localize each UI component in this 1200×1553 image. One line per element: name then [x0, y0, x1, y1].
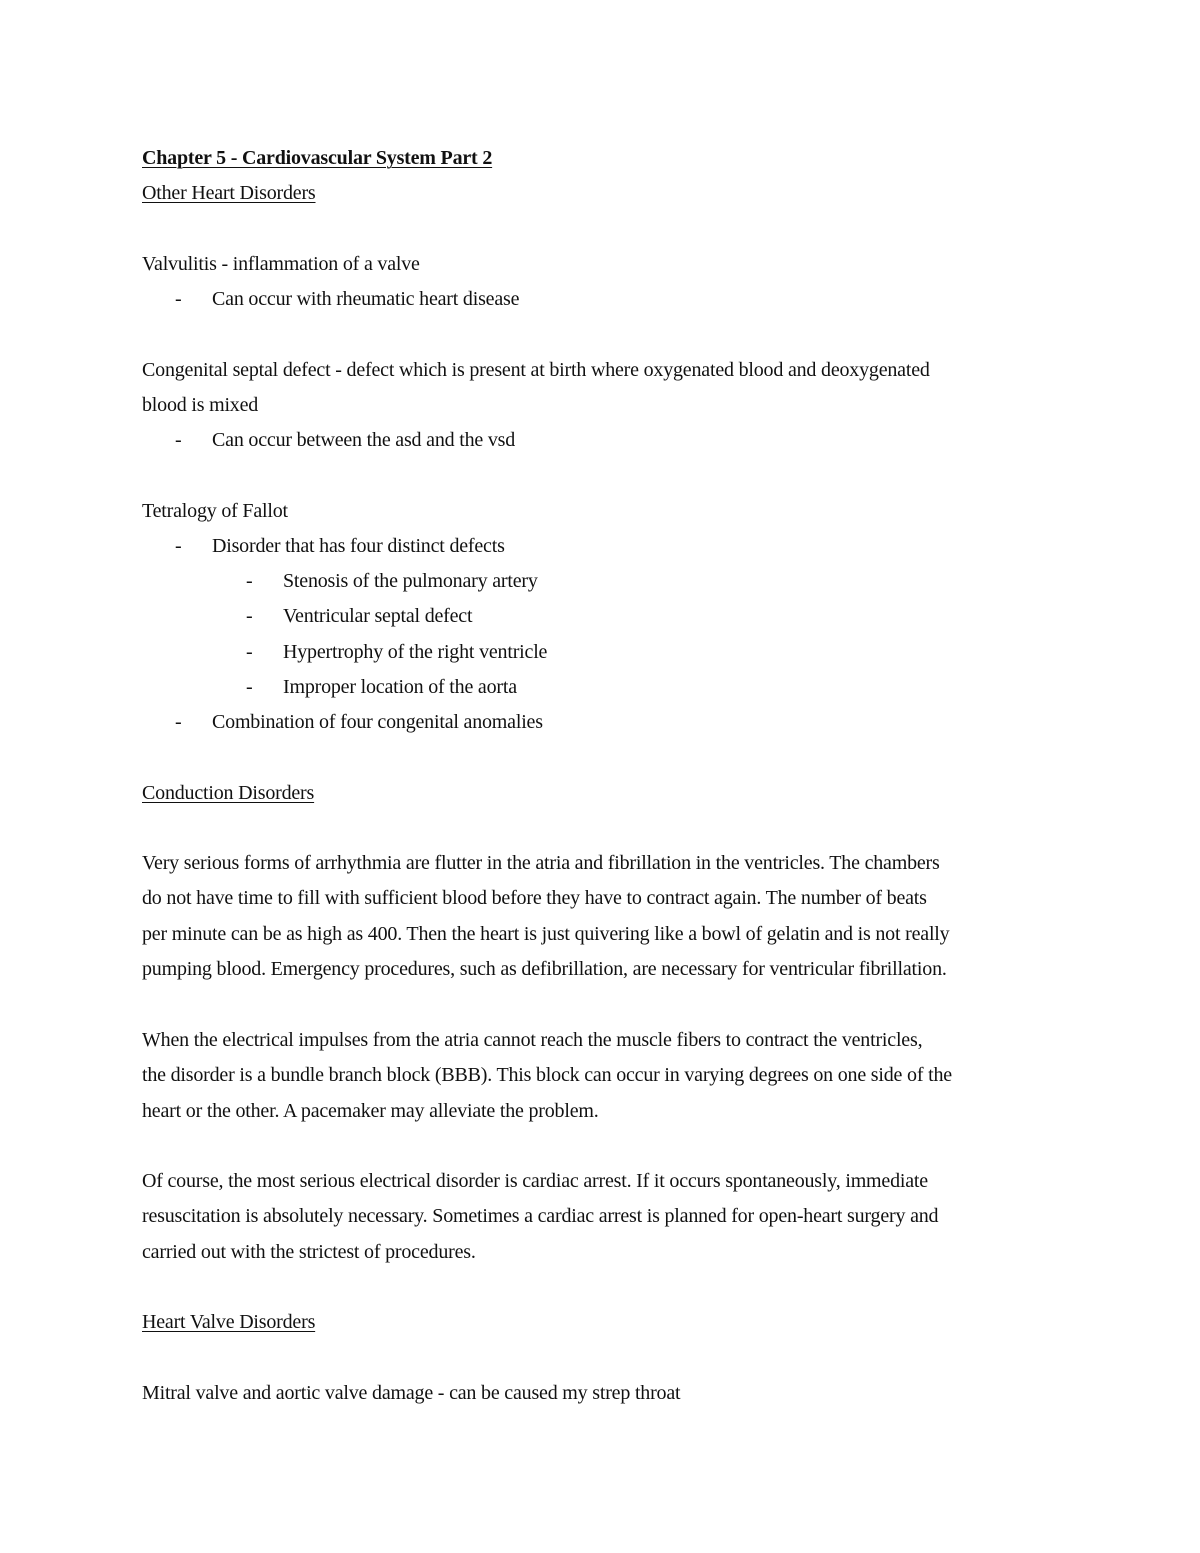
- sub-list-item: Hypertrophy of the right ventricle: [283, 641, 548, 663]
- valve-damage-line: Mitral valve and aortic valve damage - can be caused my strep throat: [142, 1382, 681, 1404]
- sub-list-item: Improper location of the aorta: [283, 676, 517, 698]
- bullet-dash: -: [175, 288, 182, 310]
- section-heading-conduction-disorders: Conduction Disorders: [142, 782, 315, 804]
- sub-list-item: Stenosis of the pulmonary artery: [283, 570, 538, 592]
- paragraph-line: the disorder is a bundle branch block (BBB). This block can occur in varying degrees on one side of the: [142, 1064, 952, 1087]
- section-heading-heart-valve-disorders: Heart Valve Disorders: [142, 1311, 316, 1333]
- list-item: Disorder that has four distinct defects: [212, 535, 505, 557]
- sub-bullet-dash: -: [246, 605, 253, 627]
- valvulitis-definition: Valvulitis - inflammation of a valve: [142, 253, 420, 275]
- chapter-title: Chapter 5 - Cardiovascular System Part 2: [142, 147, 493, 169]
- list-item: Combination of four congenital anomalies: [212, 711, 543, 733]
- bullet-dash: -: [175, 711, 182, 733]
- paragraph-line: do not have time to fill with sufficient blood before they have to contract again. The number of beats: [142, 887, 927, 910]
- septal-defect-definition-line1: Congenital septal defect - defect which is present at birth where oxygenated blood and deoxygenated: [142, 359, 930, 381]
- sub-bullet-dash: -: [246, 641, 253, 663]
- sub-list-item: Ventricular septal defect: [283, 605, 473, 627]
- list-item: Can occur between the asd and the vsd: [212, 429, 516, 451]
- paragraph-line: Very serious forms of arrhythmia are flutter in the atria and fibrillation in the ventricles. The chambers: [142, 852, 940, 874]
- tetralogy-term: Tetralogy of Fallot: [142, 500, 288, 522]
- sub-bullet-dash: -: [246, 676, 253, 698]
- paragraph-line: resuscitation is absolutely necessary. Sometimes a cardiac arrest is planned for open-heart surgery and: [142, 1205, 939, 1228]
- sub-bullet-dash: -: [246, 570, 253, 592]
- paragraph-line: When the electrical impulses from the atria cannot reach the muscle fibers to contract the ventricles,: [142, 1029, 923, 1051]
- section-heading-other-heart-disorders: Other Heart Disorders: [142, 182, 316, 204]
- paragraph-line: carried out with the strictest of procedures.: [142, 1240, 476, 1263]
- conduction-paragraph-3: [142, 1164, 1062, 1270]
- conduction-paragraph-1: [142, 846, 1062, 987]
- list-item: Can occur with rheumatic heart disease: [212, 288, 520, 310]
- bullet-dash: -: [175, 429, 182, 451]
- paragraph-line: per minute can be as high as 400. Then the heart is just quivering like a bowl of gelatin and is not really: [142, 922, 950, 945]
- septal-defect-definition-line2: blood is mixed: [142, 394, 259, 416]
- paragraph-line: Of course, the most serious electrical disorder is cardiac arrest. If it occurs spontaneously, immediate: [142, 1170, 928, 1192]
- conduction-paragraph-2: [142, 1023, 1062, 1129]
- paragraph-line: heart or the other. A pacemaker may alleviate the problem.: [142, 1099, 599, 1122]
- paragraph-line: pumping blood. Emergency procedures, such as defibrillation, are necessary for ventricular fibrillation.: [142, 957, 947, 980]
- bullet-dash: -: [175, 535, 182, 557]
